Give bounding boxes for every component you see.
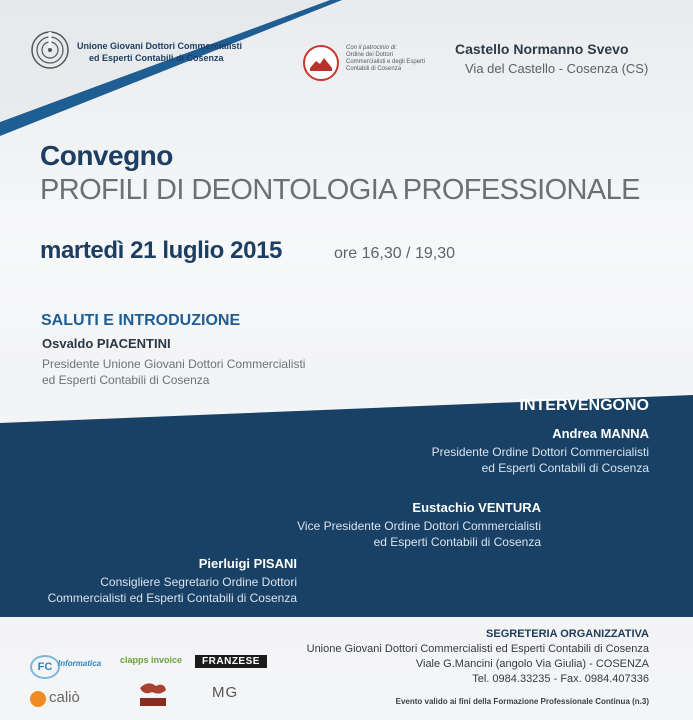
- ordine-logo-icon: [302, 44, 342, 82]
- speaker-3-role: [48, 574, 297, 606]
- welcome-speaker-role: [42, 356, 305, 388]
- event-title: Convegno: [40, 140, 173, 171]
- sponsor-decorazioni-logo-icon: [134, 678, 170, 708]
- venue-address: Via del Castello - Cosenza (CS): [465, 61, 649, 76]
- organizer-line-1: Unione Giovani Dottori Commercialisti: [77, 41, 243, 51]
- speaker-3-name: Pierluigi PISANI: [198, 556, 297, 571]
- calio-name: caliò: [49, 689, 80, 706]
- mg-name: MG: [212, 684, 239, 701]
- fc-name: Informatica: [58, 659, 102, 668]
- speaker-3-role-line-2: Commercialisti ed Esperti Contabili di Cosenza: [47, 591, 297, 605]
- welcome-role-line-1: Presidente Unione Giovani Dottori Commercialisti: [42, 357, 306, 371]
- patronage-label: Con il patrocinio di:: [346, 45, 398, 51]
- fc-badge-icon: FC: [30, 655, 60, 679]
- organizer-name: [77, 40, 242, 64]
- secretariat-heading: SEGRETERIA ORGANIZZATIVA: [486, 628, 649, 640]
- sponsor-calio-logo: [30, 689, 92, 709]
- speakers-heading: INTERVENGONO: [519, 397, 649, 414]
- sponsor-franzese-logo: FRANZESE: [195, 655, 267, 668]
- event-date: martedì 21 luglio 2015: [40, 237, 282, 264]
- sponsor-clapps-logo: [120, 655, 182, 665]
- speaker-1-role-line-1: Presidente Ordine Dottori Commercialisti: [431, 445, 649, 459]
- clapps-name: clapps invoice: [120, 655, 183, 665]
- event-time: ore 16,30 / 19,30: [334, 245, 455, 262]
- calio-dot-icon: [30, 691, 46, 707]
- welcome-heading: SALUTI E INTRODUZIONE: [41, 312, 241, 329]
- speaker-1-role: [432, 444, 649, 476]
- sponsor-fc-informatica-logo: [30, 653, 102, 683]
- secretariat-org: Unione Giovani Dottori Commercialisti ed Esperti Contabili di Cosenza: [306, 643, 649, 655]
- organizer-line-2: ed Esperti Contabili di Cosenza: [89, 53, 224, 63]
- accreditation-note: Evento valido ai fini della Formazione Professionale Continua (n.3): [395, 697, 649, 706]
- patron-line-3: Contabili di Cosenza: [346, 66, 402, 72]
- secretariat-address: Viale G.Mancini (angolo Via Giulia) - COSENZA: [415, 658, 649, 670]
- patronage-block: [346, 45, 425, 73]
- sponsor-mg-logo: [212, 684, 238, 701]
- speaker-2-name: Eustachio VENTURA: [412, 500, 541, 515]
- speaker-2-role-line-1: Vice Presidente Ordine Dottori Commercialisti: [297, 519, 541, 533]
- speaker-3-role-line-1: Consigliere Segretario Ordine Dottori: [100, 575, 297, 589]
- patron-line-2: Commercialisti e degli Esperti: [346, 59, 426, 65]
- ugdcec-logo-icon: [30, 30, 70, 70]
- speaker-2-role: [297, 518, 541, 550]
- welcome-role-line-2: ed Esperti Contabili di Cosenza: [42, 373, 210, 387]
- welcome-speaker-name: Osvaldo PIACENTINI: [42, 336, 171, 351]
- speaker-1-role-line-2: ed Esperti Contabili di Cosenza: [481, 461, 649, 475]
- venue-name: Castello Normanno Svevo: [455, 41, 629, 57]
- patron-line-1: Ordine dei Dottori: [346, 52, 394, 58]
- speaker-2-role-line-2: ed Esperti Contabili di Cosenza: [373, 535, 541, 549]
- secretariat-phone: Tel. 0984.33235 - Fax. 0984.407336: [472, 673, 649, 685]
- speaker-1-name: Andrea MANNA: [552, 426, 649, 441]
- event-subtitle: PROFILI DI DEONTOLOGIA PROFESSIONALE: [40, 174, 640, 206]
